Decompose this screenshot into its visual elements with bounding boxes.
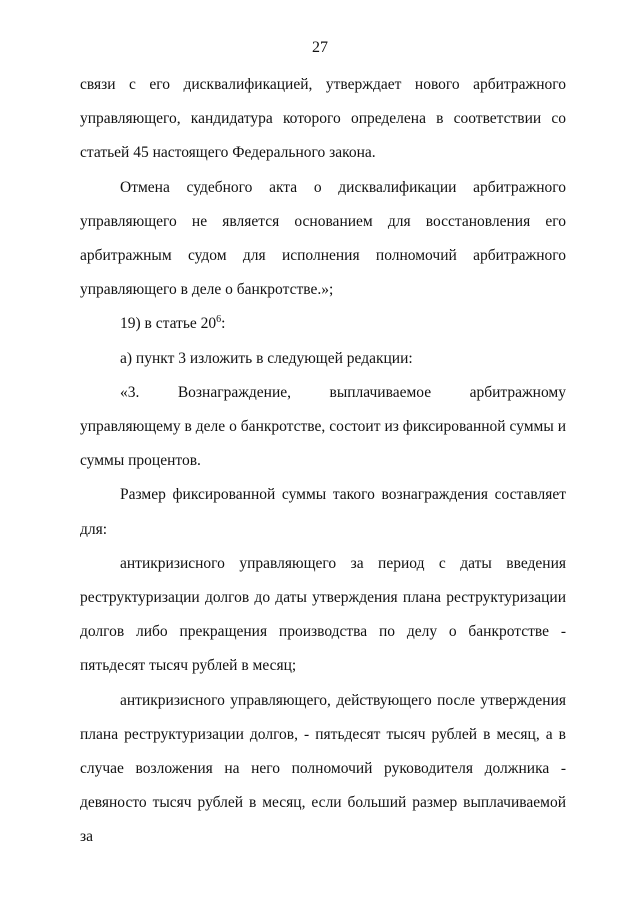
article-superscript: 6 [216,314,222,326]
paragraph-crisis-manager-restructuring: антикризисного управляющего за период с даты введения реструктуризации долгов до даты утверждения плана реструктуризации долгов либо прекращения производства по делу о банкротстве - пятьдесят тысяч рублей в месяц; [80,554,566,675]
paragraph-fixed-amount: Размер фиксированной суммы такого вознаграждения составляет для: [80,486,566,538]
paragraph-article-item-19 [80,307,566,341]
paragraph-subitem-a: а) пункт 3 изложить в следующей редакции: [120,349,413,367]
paragraph-remuneration: «3. Вознаграждение, выплачиваемое арбитражному управляющему в деле о банкротстве, состоит из фиксированной суммы и суммы процентов. [80,383,566,470]
paragraph-crisis-manager-after-plan: антикризисного управляющего, действующего после утверждения плана реструктуризации долгов, - пятьдесят тысяч рублей в месяц, а в случае возложения на него полномочий руководителя должника - девяносто тысяч рублей в месяц, если больший размер выплачиваемой за [80,691,566,846]
paragraph-disqualification-continuation: связи с его дисквалификацией, утверждает нового арбитражного управляющего, кандидатура которого определена в соответствии со статьей 45 настоящего Федерального закона. [80,76,566,162]
article-item-text: 19) в статье 20 [120,315,217,333]
document-body [80,68,566,855]
page-number: 27 [312,39,328,56]
paragraph-annulment: Отмена судебного акта о дисквалификации арбитражного управляющего не является основанием для восстановления его арбитражным судом для исполнения полномочий арбитражного управляющего в деле о банкротстве.»; [80,178,566,299]
article-item-colon: : [221,315,226,333]
